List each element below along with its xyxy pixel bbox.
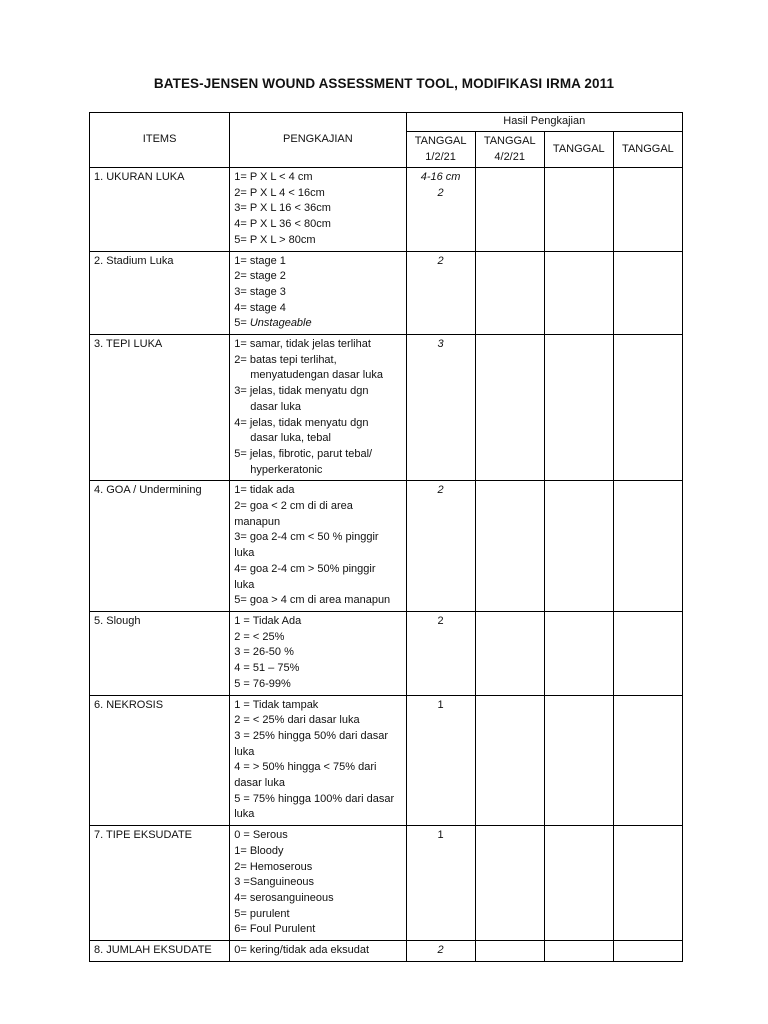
criteria-line: 4 = 51 – 75%: [234, 662, 300, 675]
criteria-line: 2 = < 25% dari dasar luka: [234, 714, 360, 727]
item-label: 7. TIPE EKSUDATE: [90, 826, 230, 941]
header-date-label: TANGGAL: [552, 142, 605, 155]
criteria-prefix: 5=: [234, 317, 250, 330]
header-date-2: [475, 132, 544, 168]
result-value: 2: [437, 944, 444, 957]
result-cell-2: [475, 695, 544, 826]
result-value: 2: [437, 186, 444, 199]
criteria-line: 1= stage 1: [234, 254, 286, 267]
table-row: [90, 335, 683, 481]
header-date-4: [613, 132, 682, 168]
header-date-value: 4/2/21: [494, 150, 525, 163]
table-row: [90, 481, 683, 612]
criteria-line: 3= goa 2-4 cm < 50 % pinggir: [234, 531, 379, 544]
criteria-line: 2 = < 25%: [234, 630, 285, 643]
criteria-cell: [230, 335, 406, 481]
criteria-line: manapun: [234, 515, 281, 528]
item-label: 6. NEKROSIS: [90, 695, 230, 826]
result-cell-2: [475, 826, 544, 941]
criteria-line: 5= purulent: [234, 907, 290, 920]
table-row: [90, 611, 683, 695]
table-row: [90, 695, 683, 826]
criteria-line: 1= Bloody: [234, 844, 284, 857]
criteria-line: 5= jelas, fibrotic, parut tebal/: [234, 447, 373, 460]
criteria-line: 1 = Tidak tampak: [234, 698, 319, 711]
result-cell-1: [406, 826, 475, 941]
header-date-label: TANGGAL: [414, 134, 467, 147]
criteria-line: dasar luka: [250, 400, 301, 413]
criteria-cell: [230, 826, 406, 941]
result-cell-2: [475, 941, 544, 962]
criteria-line: hyperkeratonic: [250, 463, 323, 476]
table-row: [90, 168, 683, 252]
result-cell-3: [544, 941, 613, 962]
criteria-cell: [230, 611, 406, 695]
criteria-line: 5= P X L > 80cm: [234, 233, 316, 246]
criteria-line: menyatudengan dasar luka: [250, 369, 383, 382]
criteria-line: 5 = 75% hingga 100% dari dasar: [234, 792, 395, 805]
header-pengkajian: PENGKAJIAN: [230, 113, 406, 168]
header-date-label: TANGGAL: [622, 142, 674, 155]
criteria-line: 4= jelas, tidak menyatu dgn: [234, 416, 369, 429]
result-cell-3: [544, 251, 613, 335]
criteria-italic-term: Unstageable: [249, 317, 312, 330]
result-cell-3: [544, 481, 613, 612]
result-cell-4: [613, 168, 682, 252]
result-value: 3: [437, 338, 444, 351]
criteria-line: 2= Hemoserous: [234, 860, 313, 873]
result-cell-1: [406, 695, 475, 826]
item-label: 2. Stadium Luka: [90, 251, 230, 335]
criteria-line: 2= P X L 4 < 16cm: [234, 186, 325, 199]
assessment-table: [89, 112, 683, 962]
criteria-cell: [230, 695, 406, 826]
criteria-line: luka: [234, 808, 255, 821]
criteria-line: dasar luka, tebal: [250, 432, 331, 445]
result-cell-3: [544, 335, 613, 481]
result-value: 2: [437, 254, 444, 267]
criteria-line: dasar luka: [234, 777, 285, 790]
criteria-line: 2= stage 2: [234, 270, 286, 283]
item-label: 5. Slough: [90, 611, 230, 695]
criteria-cell: [230, 481, 406, 612]
item-label: 4. GOA / Undermining: [90, 481, 230, 612]
result-cell-4: [613, 695, 682, 826]
result-cell-2: [475, 251, 544, 335]
result-cell-4: [613, 941, 682, 962]
criteria-line: 1= tidak ada: [234, 484, 295, 497]
criteria-line: 6= Foul Purulent: [234, 923, 316, 936]
criteria-line: 2= batas tepi terlihat,: [234, 353, 337, 366]
result-cell-2: [475, 481, 544, 612]
criteria-line: 3= stage 3: [234, 285, 286, 298]
criteria-line: 0= kering/tidak ada eksudat: [234, 944, 370, 957]
header-items: ITEMS: [90, 113, 230, 168]
result-cell-1: [406, 168, 475, 252]
criteria-line: 3 = 26-50 %: [234, 646, 294, 659]
result-cell-4: [613, 611, 682, 695]
result-value: 2: [437, 484, 444, 497]
header-date-3: [544, 132, 613, 168]
result-cell-2: [475, 335, 544, 481]
result-cell-2: [475, 611, 544, 695]
criteria-line: 0 = Serous: [234, 829, 288, 842]
criteria-line: 4= serosanguineous: [234, 891, 334, 904]
header-hasil-pengkajian: Hasil Pengkajian: [406, 113, 682, 132]
criteria-line: 4= stage 4: [234, 301, 286, 314]
header-date-label: TANGGAL: [483, 134, 536, 147]
table-row: [90, 251, 683, 335]
criteria-line: 3= P X L 16 < 36cm: [234, 202, 331, 215]
criteria-line: luka: [234, 547, 255, 560]
result-cell-3: [544, 695, 613, 826]
criteria-cell: [230, 941, 406, 962]
result-cell-3: [544, 826, 613, 941]
criteria-line: 4= goa 2-4 cm > 50% pinggir: [234, 562, 376, 575]
criteria-line: [234, 316, 401, 332]
table-row: [90, 941, 683, 962]
criteria-line: 3= jelas, tidak menyatu dgn: [234, 385, 369, 398]
result-value: 2: [437, 614, 444, 627]
table-row: [90, 826, 683, 941]
criteria-line: 1= samar, tidak jelas terlihat: [234, 338, 371, 351]
result-cell-4: [613, 826, 682, 941]
result-cell-4: [613, 335, 682, 481]
result-value: 4-16 cm: [420, 171, 461, 183]
item-label: 3. TEPI LUKA: [90, 335, 230, 481]
result-value: 1: [437, 698, 444, 711]
item-label: 1. UKURAN LUKA: [90, 168, 230, 252]
criteria-line: 1 = Tidak Ada: [234, 614, 302, 627]
criteria-line: 2= goa < 2 cm di di area: [234, 500, 353, 513]
result-cell-4: [613, 251, 682, 335]
criteria-line: 4= P X L 36 < 80cm: [234, 218, 331, 231]
criteria-line: luka: [234, 745, 255, 758]
item-label: 8. JUMLAH EKSUDATE: [90, 941, 230, 962]
result-cell-2: [475, 168, 544, 252]
document-title: BATES-JENSEN WOUND ASSESSMENT TOOL, MODIFIKASI IRMA 2011: [153, 76, 615, 91]
criteria-line: 3 = 25% hingga 50% dari dasar: [234, 729, 389, 742]
criteria-cell: [230, 251, 406, 335]
criteria-line: 5 = 76-99%: [234, 677, 291, 690]
result-cell-1: [406, 481, 475, 612]
header-date-1: [406, 132, 475, 168]
result-cell-4: [613, 481, 682, 612]
result-cell-3: [544, 611, 613, 695]
criteria-line: 4 = > 50% hingga < 75% dari: [234, 761, 377, 774]
result-cell-1: [406, 611, 475, 695]
criteria-line: 5= goa > 4 cm di area manapun: [234, 594, 391, 607]
criteria-line: 1= P X L < 4 cm: [234, 171, 313, 183]
result-cell-1: [406, 941, 475, 962]
result-cell-3: [544, 168, 613, 252]
criteria-line: luka: [234, 578, 255, 591]
criteria-line: 3 =Sanguineous: [234, 876, 315, 889]
result-cell-1: [406, 251, 475, 335]
result-cell-1: [406, 335, 475, 481]
header-date-value: 1/2/21: [425, 150, 456, 163]
result-value: 1: [437, 829, 444, 842]
criteria-cell: [230, 168, 406, 252]
